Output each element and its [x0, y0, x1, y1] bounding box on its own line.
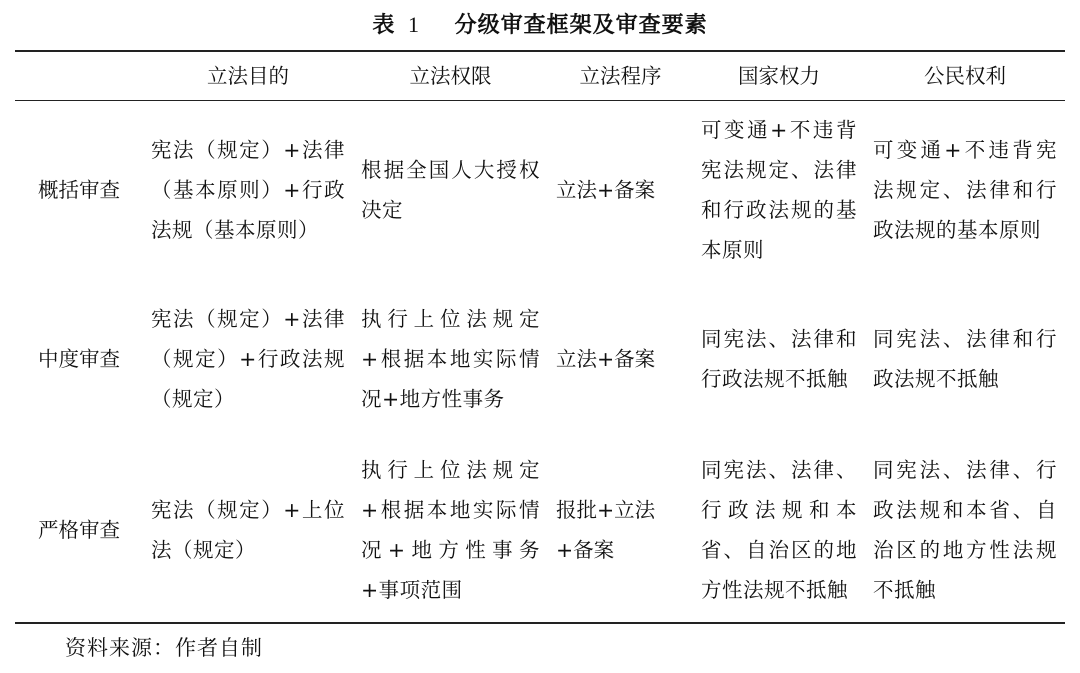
header-purpose: 立法目的	[207, 64, 289, 88]
table-row	[15, 101, 1065, 279]
cell-state-power: 同宪法、法律、行政法规和本省、自治区的地方性法规不抵触	[701, 458, 857, 602]
table-row	[15, 439, 1065, 623]
cell-citizen-rights: 同宪法、法律、行政法规和本省、自治区的地方性法规不抵触	[873, 458, 1057, 602]
table-header-row	[15, 51, 1065, 101]
cell-purpose: 宪法（规定）+法律（规定）+行政法规（规定）	[151, 306, 345, 411]
cell-purpose: 宪法（规定）+上位法（规定）	[151, 498, 345, 562]
caption-number: 1	[408, 12, 420, 37]
review-framework-table-wrapper	[15, 50, 1065, 624]
row-level: 概括审查	[38, 177, 120, 202]
header-state-power: 国家权力	[738, 64, 820, 88]
cell-authority: 根据全国人大授权决定	[361, 157, 540, 222]
source-note: 资料来源：作者自制	[65, 636, 263, 660]
header-procedure: 立法程序	[579, 64, 662, 88]
cell-procedure: 立法+备案	[556, 346, 656, 371]
table-row	[15, 279, 1065, 439]
cell-purpose: 宪法（规定）+法律（基本原则）+行政法规（基本原则）	[151, 137, 345, 242]
header-citizen-rights: 公民权利	[924, 64, 1006, 88]
cell-procedure: 报批+立法+备案	[556, 498, 656, 562]
cell-authority: 执行上位法规定+根据本地实际情况+地方性事务+事项范围	[361, 458, 540, 602]
cell-state-power: 可变通+不违背宪法规定、法律和行政法规的基本原则	[701, 117, 857, 262]
header-authority: 立法权限	[409, 64, 492, 88]
row-level: 中度审查	[38, 346, 120, 371]
row-level: 严格审查	[38, 518, 120, 542]
table-caption	[0, 8, 1080, 39]
review-framework-table	[15, 50, 1065, 624]
caption-label: 表	[372, 13, 396, 38]
cell-citizen-rights: 同宪法、法律和行政法规不抵触	[873, 326, 1057, 391]
cell-authority: 执行上位法规定+根据本地实际情况+地方性事务	[361, 306, 540, 411]
cell-citizen-rights: 可变通+不违背宪法规定、法律和行政法规的基本原则	[873, 137, 1057, 242]
caption-title: 分级审查框架及审查要素	[454, 13, 708, 38]
cell-procedure: 立法+备案	[556, 177, 656, 202]
header-corner	[15, 51, 143, 101]
cell-state-power: 同宪法、法律和行政法规不抵触	[701, 326, 857, 391]
